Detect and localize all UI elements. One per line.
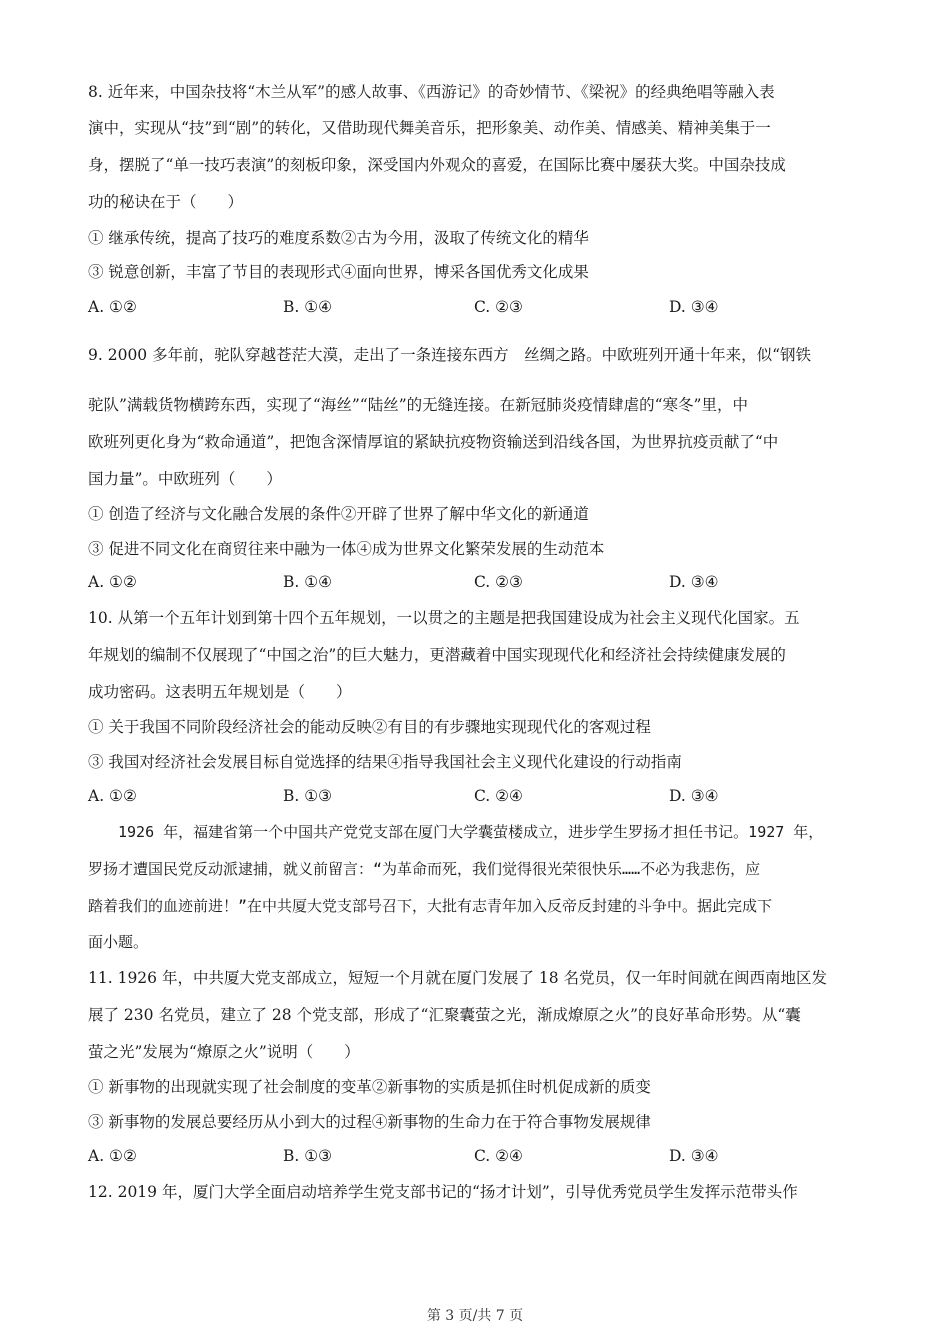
q11-line: 11. 1926 年，中共厦大党支部成立，短短一个月就在厦门发展了 18 名党员，仅一年时间就在闽西南地区发 xyxy=(88,969,828,987)
q11-options xyxy=(88,1146,888,1166)
q8-line: 演中，实现从“技”到“剧”的转化，又借助现代舞美音乐，把形象美、动作美、情感美、精神美集于一 xyxy=(88,119,771,137)
q9-line: ③ 促进不同文化在商贸往来中融为一体④成为世界文化繁荣发展的生动范本 xyxy=(88,540,605,558)
q8-line: 身，摆脱了“单一技巧表演”的刻板印象，深受国内外观众的喜爱，在国际比赛中屡获大奖。中国杂技成 xyxy=(88,156,786,174)
q10-line: 年规划的编制不仅展现了“中国之治”的巨大魅力，更潜藏着中国实现现代化和经济社会持续健康发展的 xyxy=(88,646,786,664)
option-b[interactable]: B. ①③ xyxy=(283,1147,333,1165)
option-b[interactable]: B. ①④ xyxy=(283,573,333,591)
option-a[interactable]: A. ①② xyxy=(88,1147,137,1165)
option-a[interactable]: A. ①② xyxy=(88,573,137,591)
option-d[interactable]: D. ③④ xyxy=(669,1147,719,1165)
q9-options xyxy=(88,572,888,592)
q8-line: ③ 锐意创新，丰富了节目的表现形式④面向世界，博采各国优秀文化成果 xyxy=(88,263,589,281)
passage-line: 1926 年，福建省第一个中国共产党党支部在厦门大学囊萤楼成立，进步学生罗扬才担任书记。1927 年， xyxy=(88,823,824,841)
option-b[interactable]: B. ①④ xyxy=(283,298,333,316)
q11-line: ① 新事物的出现就实现了社会制度的变革②新事物的实质是抓住时机促成新的质变 xyxy=(88,1078,651,1096)
option-d[interactable]: D. ③④ xyxy=(669,298,719,316)
q11-line: 展了 230 名党员，建立了 28 个党支部，形成了“汇聚囊萤之光，渐成燎原之火”的良好革命形势。从“囊 xyxy=(88,1006,801,1024)
passage-line: 踏着我们的血迹前进！”在中共厦大党支部号召下，大批有志青年加入反帝反封建的斗争中。据此完成下 xyxy=(88,897,773,915)
q9-line: 9. 2000 多年前，驼队穿越苍茫大漠，走出了一条连接东西方 丝绸之路。中欧班列开通十年来，似“钢铁 xyxy=(88,346,812,364)
page-number: 第 3 页/共 7 页 xyxy=(426,1308,524,1324)
option-c[interactable]: C. ②④ xyxy=(474,787,523,805)
passage-line: 面小题。 xyxy=(88,933,149,951)
q8-line: 功的秘诀在于（ ） xyxy=(88,193,244,211)
q9-line: ① 创造了经济与文化融合发展的条件②开辟了世界了解中华文化的新通道 xyxy=(88,505,589,523)
option-c[interactable]: C. ②③ xyxy=(474,573,523,591)
option-c[interactable]: C. ②③ xyxy=(474,298,523,316)
q11-line: ③ 新事物的发展总要经历从小到大的过程④新事物的生命力在于符合事物发展规律 xyxy=(88,1113,651,1131)
q8-options xyxy=(88,297,888,317)
q9-line: 国力量”。中欧班列（ ） xyxy=(88,470,282,488)
q9-line: 欧班列更化身为“救命通道”，把饱含深情厚谊的紧缺抗疫物资输送到沿线各国，为世界抗疫贡献了“中 xyxy=(88,433,779,451)
option-a[interactable]: A. ①② xyxy=(88,787,137,805)
passage-line: 罗扬才遭国民党反动派逮捕，就义前留言：“为革命而死，我们觉得很光荣很快乐……不必为我悲伤，应 xyxy=(88,860,761,878)
q10-line: 10. 从第一个五年计划到第十四个五年规划，一以贯之的主题是把我国建设成为社会主义现代化国家。五 xyxy=(88,609,800,627)
q9-line: 驼队”满载货物横跨东西，实现了“海丝”“陆丝”的无缝连接。在新冠肺炎疫情肆虐的“寒冬”里，中 xyxy=(88,396,748,414)
q10-line: ① 关于我国不同阶段经济社会的能动反映②有目的有步骤地实现现代化的客观过程 xyxy=(88,718,651,736)
option-c[interactable]: C. ②④ xyxy=(474,1147,523,1165)
q8-line: ① 继承传统，提高了技巧的难度系数②古为今用，汲取了传统文化的精华 xyxy=(88,229,589,247)
option-a[interactable]: A. ①② xyxy=(88,298,137,316)
option-d[interactable]: D. ③④ xyxy=(669,787,719,805)
q11-line: 萤之光”发展为“燎原之火”说明（ ） xyxy=(88,1043,360,1061)
q10-options xyxy=(88,786,888,806)
option-b[interactable]: B. ①③ xyxy=(283,787,333,805)
option-d[interactable]: D. ③④ xyxy=(669,573,719,591)
q12-line: 12. 2019 年，厦门大学全面启动培养学生党支部书记的“扬才计划”，引导优秀党员学生发挥示范带头作 xyxy=(88,1183,798,1201)
q8-line: 8. 近年来，中国杂技将“木兰从军”的感人故事、《西游记》的奇妙情节、《梁祝》的经典绝唱等融入表 xyxy=(88,83,775,101)
q10-line: ③ 我国对经济社会发展目标自觉选择的结果④指导我国社会主义现代化建设的行动指南 xyxy=(88,753,682,771)
q10-line: 成功密码。这表明五年规划是（ ） xyxy=(88,683,352,701)
